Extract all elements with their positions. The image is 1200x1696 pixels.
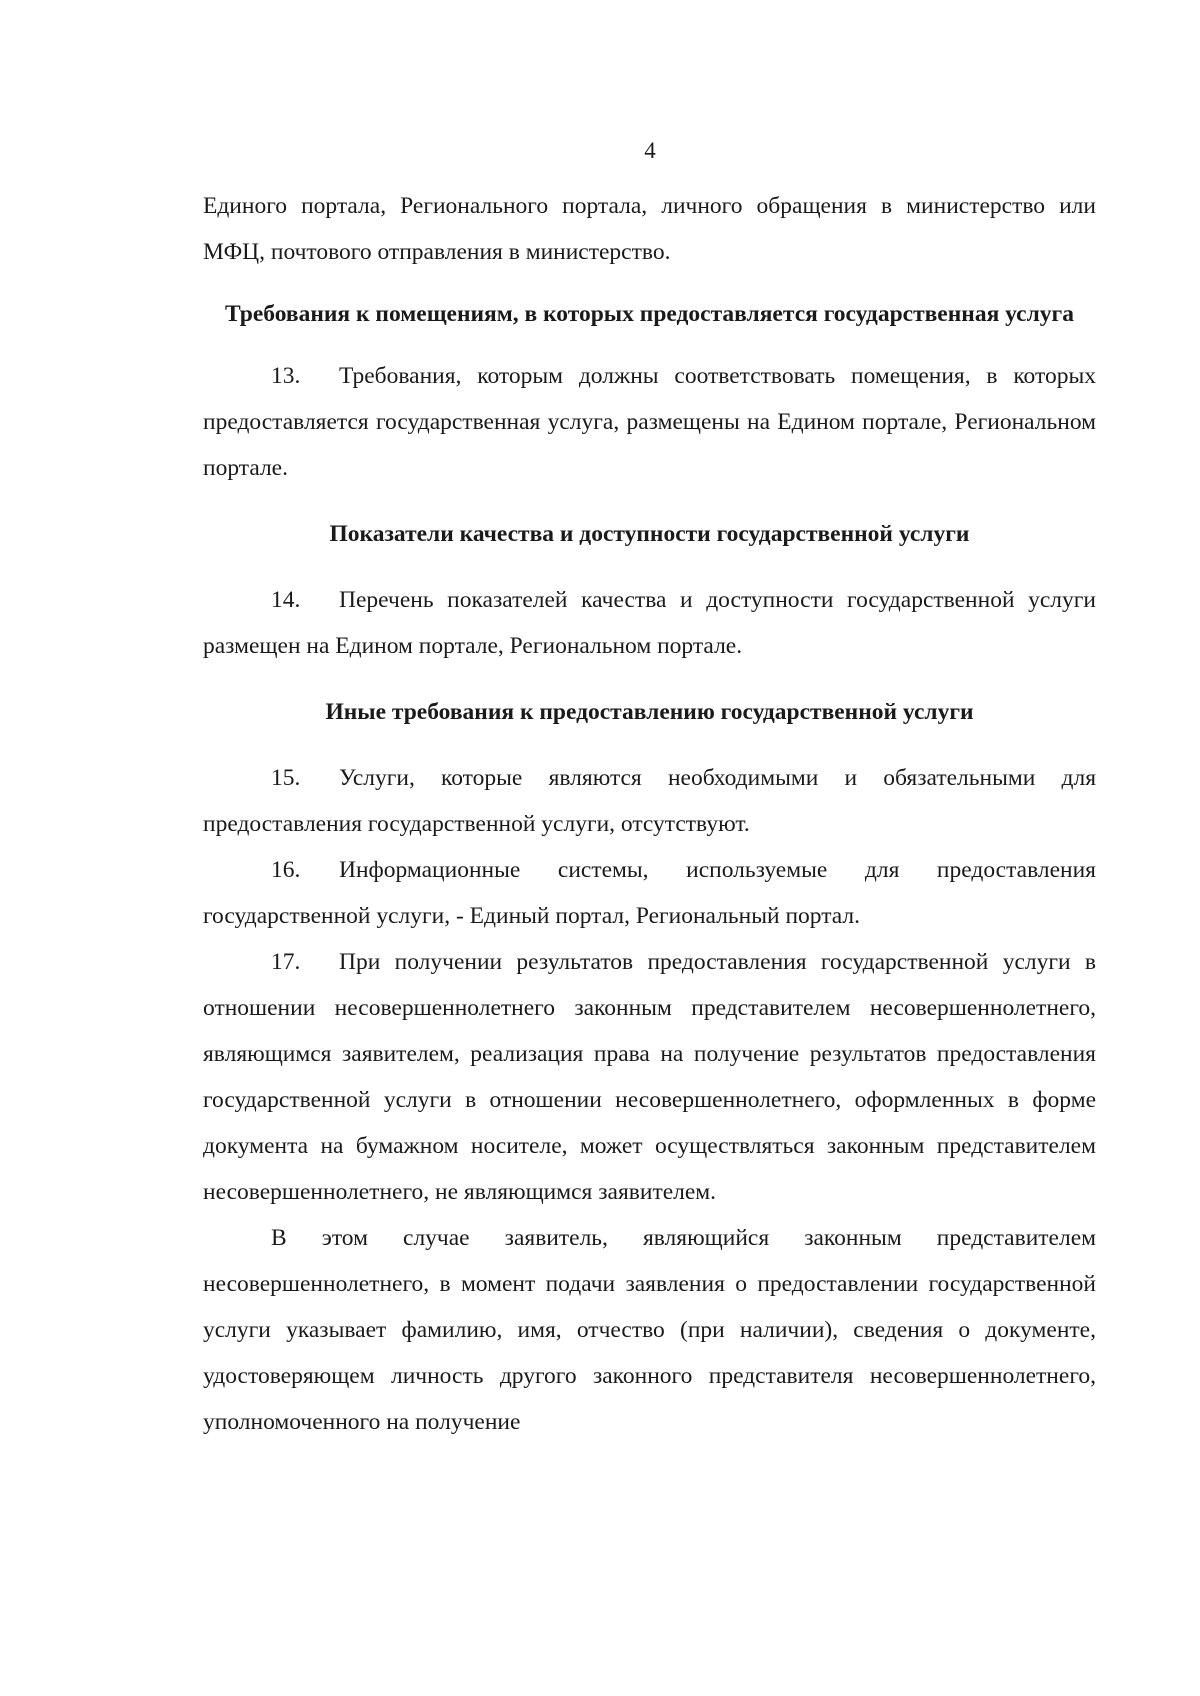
section-heading-other: Иные требования к предоставлению государственной услуги [325,699,974,725]
paragraph-text: При получении результатов предоставления государственной услуги в отношении несовершеннолетнего законным представителем несовершеннолетнего, являющимся заявителем, реализация права на получение результатов предоставления государственной услуги в отношении несовершеннолетнего, оформленных в форме документа на бумажном носителе, может осуществляться законным представителем несовершеннолетнего, не являющимся заявителем. [203,949,1096,1205]
page-number: 4 [644,138,656,163]
section-heading-quality: Показатели качества и доступности государственной услуги [329,521,970,547]
paragraph-18: В этом случае заявитель, являющийся законным представителем несовершеннолетнего, в момент подачи заявления о предоставлении государственной услуги указывает фамилию, имя, отчество (при наличии), сведения о документе, удостоверяющем личность другого законного представителя несовершеннолетнего, уполномоченного на получение [203,1225,1096,1435]
paragraph-number: 13. [271,363,301,389]
paragraph-16 [203,847,1096,939]
paragraph-text: Услуги, которые являются необходимыми и обязательными для предоставления государственной услуги, отсутствуют. [203,765,1096,837]
paragraph-intro: Единого портала, Регионального портала, личного обращения в министерство или МФЦ, почтового отправления в министерство. [203,193,1096,265]
paragraph-number: 14. [271,587,301,613]
paragraph-15 [203,755,1096,847]
paragraph-17 [203,939,1096,1215]
paragraph-text: Требования, которым должны соответствовать помещения, в которых предоставляется государственная услуга, размещены на Едином портале, Региональном портале. [203,363,1096,481]
section-heading-premises: Требования к помещениям, в которых предоставляется государственная услуга [225,301,1074,327]
paragraph-number: 15. [271,765,301,791]
paragraph-number: 17. [271,949,301,975]
paragraph-text: Перечень показателей качества и доступности государственной услуги размещен на Едином портале, Региональном портале. [203,587,1096,659]
paragraph-text: Информационные системы, используемые для предоставления государственной услуги, - Единый портал, Региональный портал. [203,857,1096,929]
paragraph-13 [203,353,1096,491]
paragraph-14 [203,577,1096,669]
document-body [203,183,1096,1445]
paragraph-number: 16. [271,857,301,883]
